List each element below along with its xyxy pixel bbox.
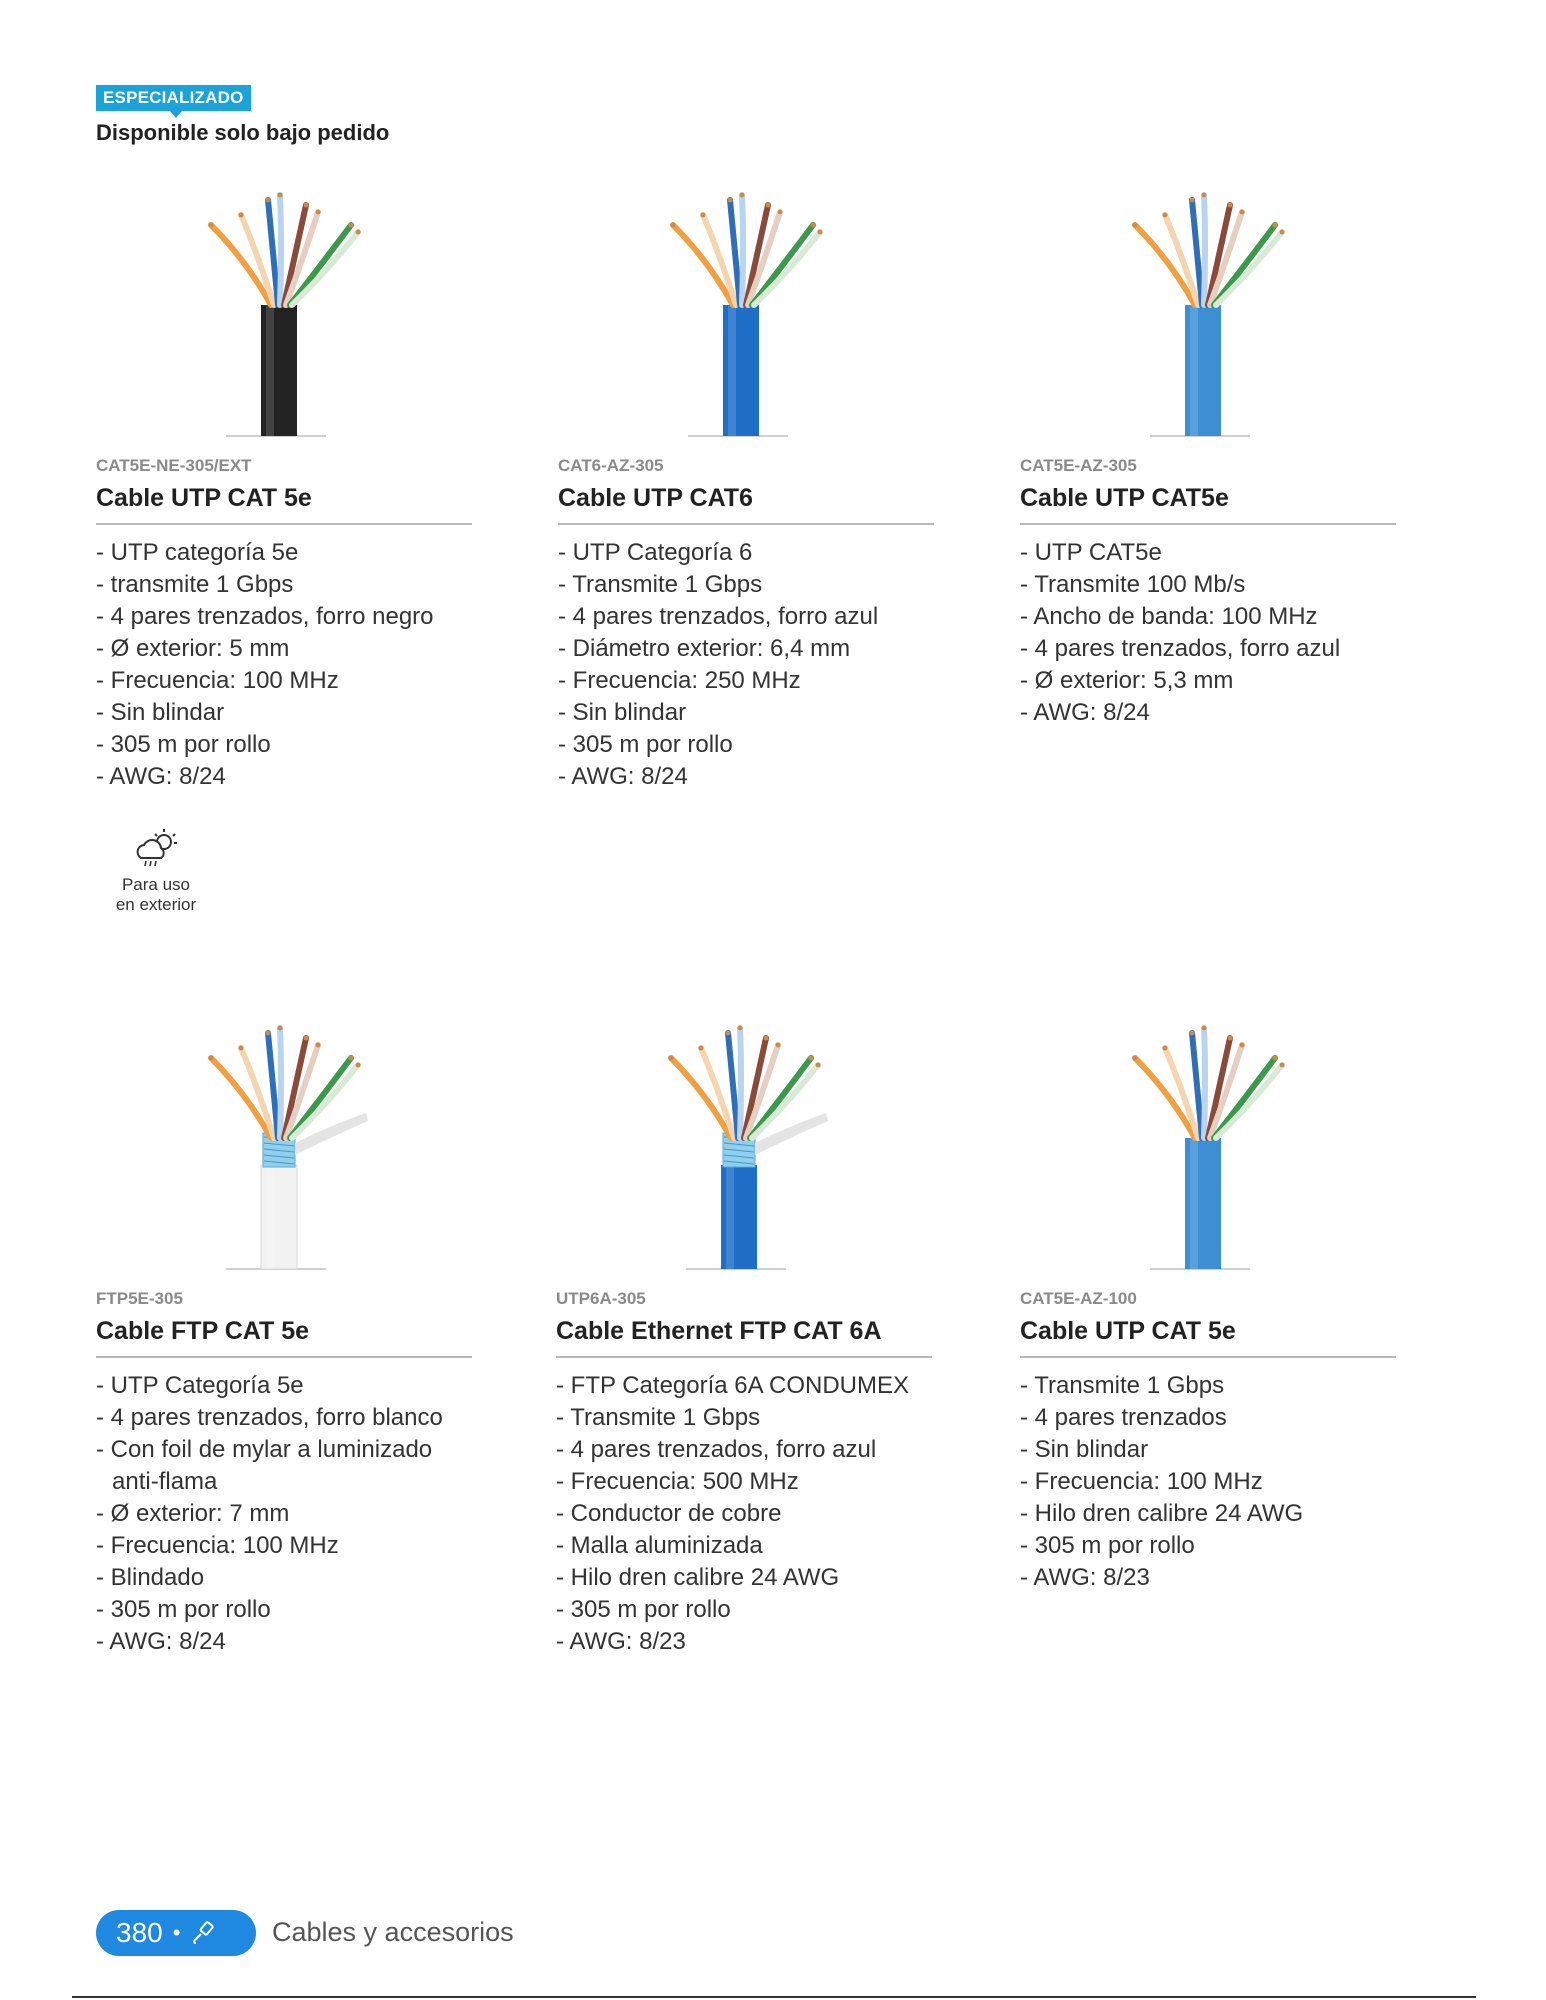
spec-list: [556, 1370, 936, 1658]
spec-item: - Sin blindar: [1020, 1436, 1149, 1463]
spec-item: - AWG: 8/24: [96, 1628, 226, 1655]
outdoor-use-badge: [96, 826, 216, 915]
product-title: Cable UTP CAT5e: [1020, 484, 1396, 525]
spec-item: - Frecuencia: 100 MHz: [1020, 1468, 1263, 1495]
availability-note: Disponible solo bajo pedido: [96, 120, 390, 145]
cable-image: [1020, 1003, 1400, 1273]
spec-item: - Transmite 1 Gbps: [556, 1404, 761, 1431]
spec-list: [96, 1370, 476, 1658]
spec-item: - AWG: 8/24: [1020, 699, 1150, 726]
product-title: Cable FTP CAT 5e: [96, 1317, 472, 1358]
cable-image: [96, 1003, 476, 1273]
spec-item: - Malla aluminizada: [556, 1532, 763, 1559]
spec-item: - AWG: 8/23: [1020, 1564, 1150, 1591]
spec-item: - 4 pares trenzados: [1020, 1404, 1227, 1431]
product-card: [96, 1003, 476, 1658]
spec-item: - Frecuencia: 100 MHz: [96, 1532, 339, 1559]
spec-item: - Ø exterior: 7 mm: [96, 1500, 290, 1527]
spec-item: - AWG: 8/24: [96, 763, 226, 790]
product-sku: CAT5E-NE-305/EXT: [96, 456, 252, 475]
spec-item: - 4 pares trenzados, forro blanco: [96, 1404, 443, 1431]
cable-illustration: [1020, 1003, 1400, 1273]
product-sku: CAT5E-AZ-305: [1020, 456, 1137, 475]
spec-item: - 305 m por rollo: [558, 731, 733, 758]
cable-image: [1020, 170, 1400, 440]
product-sku: FTP5E-305: [96, 1289, 183, 1308]
cable-illustration: [556, 1003, 936, 1273]
spec-item: - Transmite 1 Gbps: [1020, 1372, 1225, 1399]
spec-item: - UTP CAT5e: [1020, 539, 1162, 566]
spec-item: - Blindado: [96, 1564, 205, 1591]
cable-illustration: [1020, 170, 1400, 440]
spec-item: - Transmite 100 Mb/s: [1020, 571, 1246, 598]
product-sku: CAT6-AZ-305: [558, 456, 664, 475]
spec-item: - Frecuencia: 250 MHz: [558, 667, 801, 694]
cable-image: [556, 1003, 936, 1273]
cable-icon: [190, 1920, 216, 1946]
spec-item: - UTP categoría 5e: [96, 539, 299, 566]
spec-item: - Transmite 1 Gbps: [558, 571, 763, 598]
product-card: [558, 170, 938, 793]
product-title: Cable Ethernet FTP CAT 6A: [556, 1317, 932, 1358]
spec-item: - Sin blindar: [558, 699, 687, 726]
spec-item: - 305 m por rollo: [96, 1596, 271, 1623]
spec-item: - Ancho de banda: 100 MHz: [1020, 603, 1318, 630]
spec-item: - 305 m por rollo: [556, 1596, 731, 1623]
product-title: Cable UTP CAT 5e: [1020, 1317, 1396, 1358]
cable-illustration: [96, 170, 476, 440]
spec-item: - Frecuencia: 100 MHz: [96, 667, 339, 694]
spec-list: [1020, 537, 1400, 729]
separator-dot: •: [172, 1920, 181, 1945]
section-name: Cables y accesorios: [272, 1917, 514, 1947]
spec-item: - Con foil de mylar a luminizado anti-flama: [96, 1436, 433, 1495]
cable-image: [558, 170, 938, 440]
product-sku: CAT5E-AZ-100: [1020, 1289, 1137, 1308]
product-sku: UTP6A-305: [556, 1289, 646, 1308]
page-number: 380: [116, 1917, 163, 1948]
cable-illustration: [96, 1003, 476, 1273]
spec-item: - Conductor de cobre: [556, 1500, 782, 1527]
product-card: [556, 1003, 936, 1658]
spec-list: [96, 537, 476, 793]
spec-item: - 4 pares trenzados, forro azul: [1020, 635, 1341, 662]
cable-image: [96, 170, 476, 440]
product-card: [96, 170, 476, 793]
page-number-pill: [96, 1910, 256, 1956]
spec-item: - Sin blindar: [96, 699, 225, 726]
spec-item: - Hilo dren calibre 24 AWG: [556, 1564, 840, 1591]
spec-item: - 4 pares trenzados, forro negro: [96, 603, 434, 630]
spec-item: - 305 m por rollo: [96, 731, 271, 758]
spec-item: - UTP Categoría 6: [558, 539, 753, 566]
spec-item: - AWG: 8/24: [558, 763, 688, 790]
spec-item: - Ø exterior: 5 mm: [96, 635, 290, 662]
outdoor-label-line2: en exterior: [115, 895, 197, 914]
product-card: [1020, 1003, 1400, 1594]
outdoor-label-line1: Para uso: [121, 875, 191, 894]
spec-item: - Ø exterior: 5,3 mm: [1020, 667, 1234, 694]
spec-item: - Hilo dren calibre 24 AWG: [1020, 1500, 1304, 1527]
spec-item: - 305 m por rollo: [1020, 1532, 1195, 1559]
spec-item: - AWG: 8/23: [556, 1628, 686, 1655]
weather-cloud-icon: [131, 826, 181, 870]
product-title: Cable UTP CAT6: [558, 484, 934, 525]
spec-item: - 4 pares trenzados, forro azul: [556, 1436, 877, 1463]
category-badge: ESPECIALIZADO: [96, 85, 251, 111]
spec-item: - transmite 1 Gbps: [96, 571, 294, 598]
spec-list: [1020, 1370, 1400, 1594]
spec-list: [558, 537, 938, 793]
cable-illustration: [558, 170, 938, 440]
spec-item: - FTP Categoría 6A CONDUMEX: [556, 1372, 909, 1399]
spec-item: - Frecuencia: 500 MHz: [556, 1468, 799, 1495]
spec-item: - Diámetro exterior: 6,4 mm: [558, 635, 851, 662]
product-title: Cable UTP CAT 5e: [96, 484, 472, 525]
spec-item: - UTP Categoría 5e: [96, 1372, 304, 1399]
spec-item: - 4 pares trenzados, forro azul: [558, 603, 879, 630]
product-card: [1020, 170, 1400, 729]
footer-divider: [72, 1996, 1476, 1998]
